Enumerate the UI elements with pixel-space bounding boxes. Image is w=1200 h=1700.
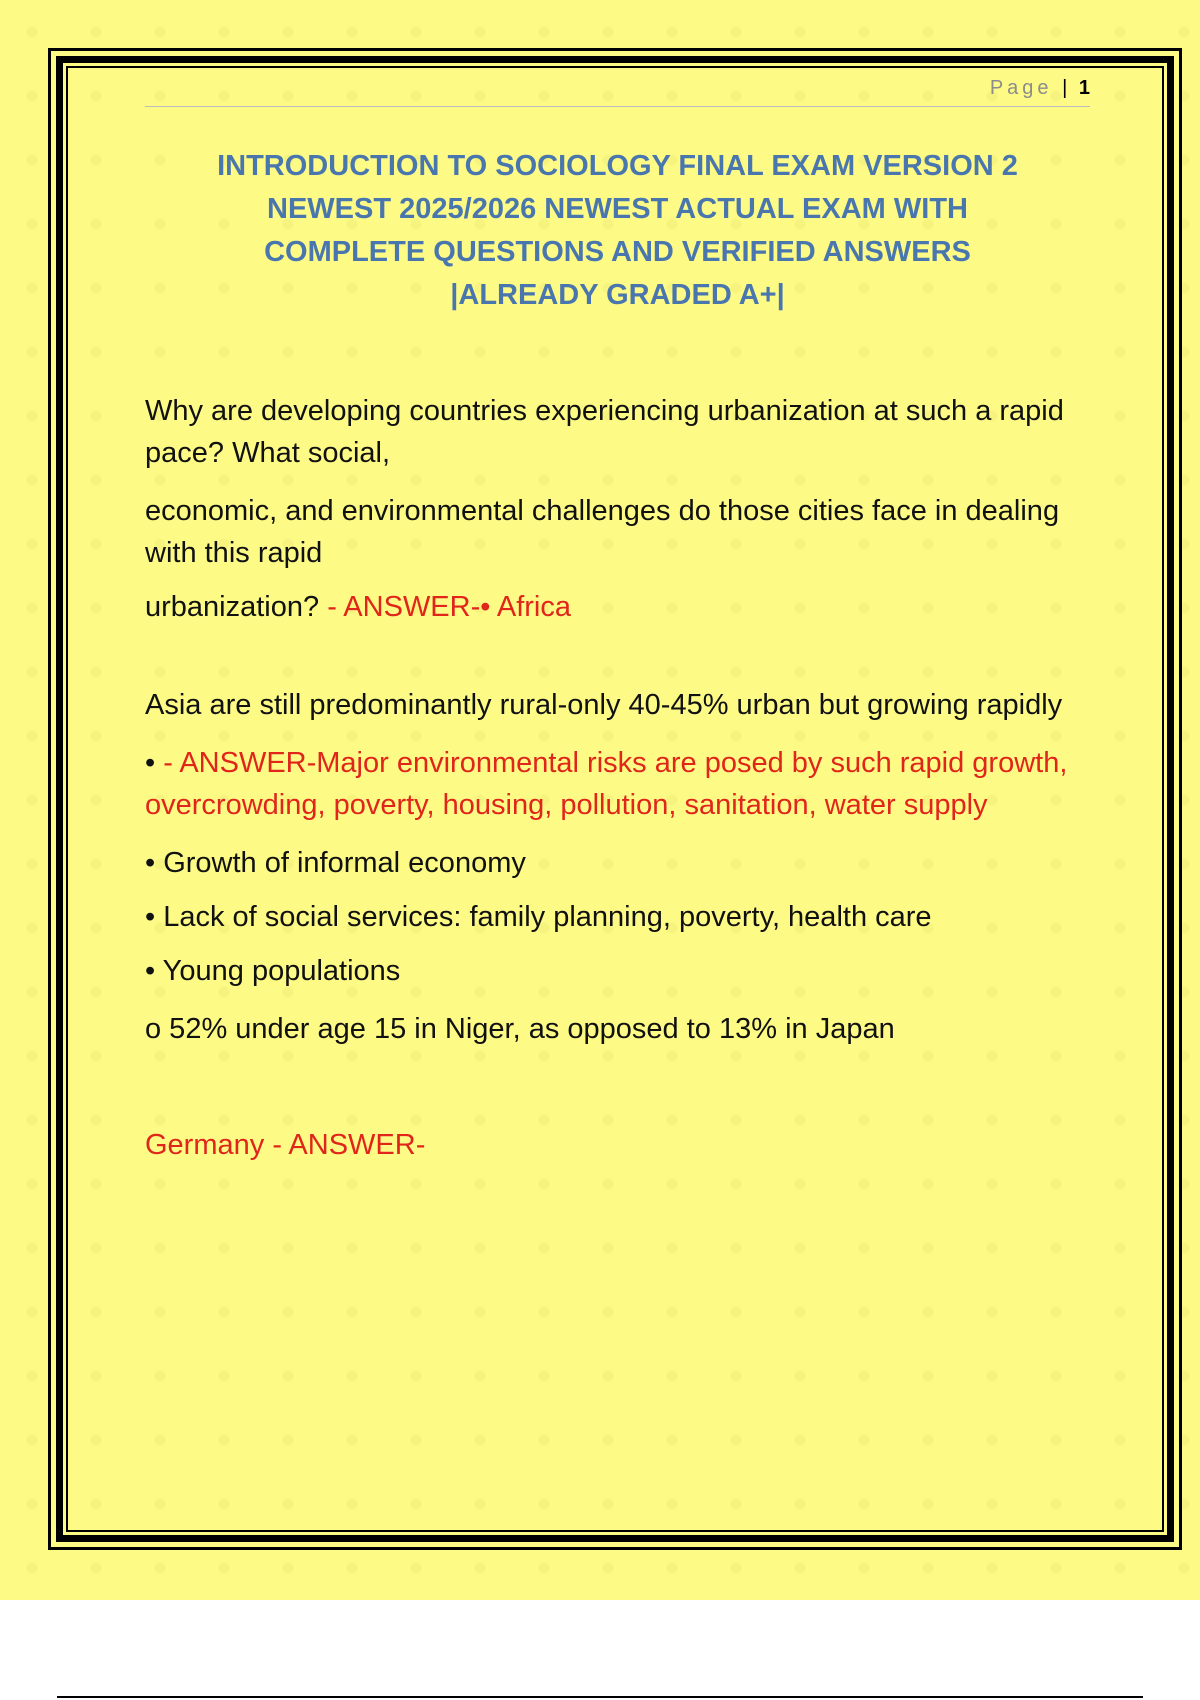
title-line-1: INTRODUCTION TO SOCIOLOGY FINAL EXAM VERSION 2 <box>217 150 1018 182</box>
question-text-part3: urbanization? <box>145 591 320 623</box>
answer-environmental-text: - ANSWER-Major environmental risks are posed by such rapid growth, overcrowding, poverty, housing, pollution, sanitation, water supply <box>145 747 1068 821</box>
bullet-young-populations: • Young populations <box>145 955 401 987</box>
page-header <box>145 72 1090 107</box>
document-body <box>145 390 1095 1166</box>
question-line-with-answer <box>145 586 1095 628</box>
bullet-marker: • <box>145 747 164 779</box>
bullet-informal-economy: • Growth of informal economy <box>145 847 526 879</box>
answer-environmental-risks <box>145 742 1095 826</box>
title-line-3: COMPLETE QUESTIONS AND VERIFIED ANSWERS <box>264 236 971 268</box>
footer-rule <box>57 1696 1143 1698</box>
question-text-part1: Why are developing countries experiencing urbanization at such a rapid pace? What social, <box>145 395 1064 469</box>
page-number: 1 <box>1078 77 1090 99</box>
paragraph-asia: Asia are still predominantly rural-only 40-45% urban but growing rapidly <box>145 689 1063 721</box>
document-title <box>145 145 1090 317</box>
answer-africa: - ANSWER-• Africa <box>319 591 571 623</box>
page-label: Page <box>989 77 1053 99</box>
title-line-4: |ALREADY GRADED A+| <box>450 279 785 311</box>
page-separator: | <box>1062 77 1070 99</box>
title-line-2: NEWEST 2025/2026 NEWEST ACTUAL EXAM WITH <box>267 193 968 225</box>
question-text-part2: economic, and environmental challenges do those cities face in dealing with this rapid <box>145 495 1060 569</box>
sub-bullet-niger: o 52% under age 15 in Niger, as opposed to 13% in Japan <box>145 1013 895 1045</box>
question-germany: Germany - ANSWER- <box>145 1129 426 1161</box>
bullet-social-services: • Lack of social services: family planning, poverty, health care <box>145 901 932 933</box>
